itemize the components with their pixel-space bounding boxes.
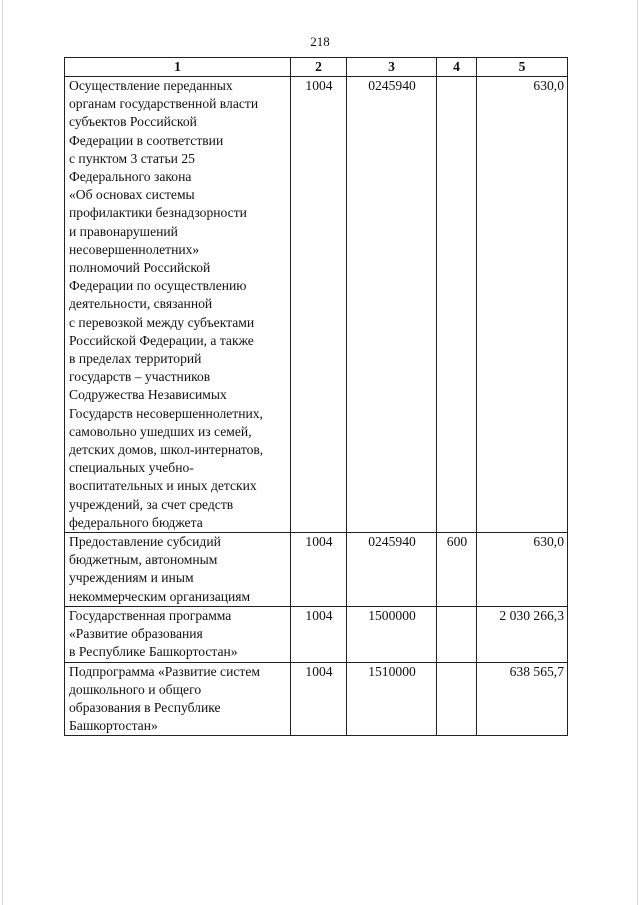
row-name: Осуществление переданных органам государственной власти субъектов Российской Федерации в соответствии с пунктом 3 статьи 25 Федерального закона «Об основах системы профилактики безнадзорности и правонарушений несовершеннолетних» полномочий Российской Федерации по осуществлению деятельности, связанной с перевозкой между субъектами Российской Федерации, а также в пределах территорий государств – участников Содружества Независимых Государств несовершеннолетних, самовольно ушедших из семей, детских домов, школ-интернатов, специальных учебно- воспитательных и иных детских учреждений, за счет средств федерального бюджета [65, 77, 291, 533]
row-name: Подпрограмма «Развитие систем дошкольного и общего образования в Республике Башкортостан» [65, 662, 291, 736]
table-row [65, 77, 568, 533]
column-header-3: 3 [347, 58, 437, 77]
row-target-code: 0245940 [347, 77, 437, 533]
budget-table [64, 57, 568, 736]
row-expense-type: 600 [437, 533, 477, 607]
row-section-code: 1004 [291, 533, 347, 607]
column-header-1: 1 [65, 58, 291, 77]
row-name: Предоставление субсидий бюджетным, автономным учреждениям и иным некоммерческим организациям [65, 533, 291, 607]
table-row [65, 533, 568, 607]
column-header-4: 4 [437, 58, 477, 77]
table-row [65, 606, 568, 662]
row-amount: 630,0 [477, 77, 568, 533]
scan-edge-right [637, 0, 638, 905]
row-amount: 2 030 266,3 [477, 606, 568, 662]
scan-edge-left [2, 0, 3, 905]
row-expense-type [437, 662, 477, 736]
table-header-row [65, 58, 568, 77]
row-name: Государственная программа «Развитие образования в Республике Башкортостан» [65, 606, 291, 662]
row-amount: 630,0 [477, 533, 568, 607]
column-header-5: 5 [477, 58, 568, 77]
row-expense-type [437, 77, 477, 533]
row-expense-type [437, 606, 477, 662]
row-target-code: 0245940 [347, 533, 437, 607]
table-row [65, 662, 568, 736]
row-section-code: 1004 [291, 606, 347, 662]
page-number: 218 [310, 34, 330, 49]
column-header-2: 2 [291, 58, 347, 77]
row-target-code: 1510000 [347, 662, 437, 736]
row-section-code: 1004 [291, 77, 347, 533]
row-target-code: 1500000 [347, 606, 437, 662]
row-section-code: 1004 [291, 662, 347, 736]
row-amount: 638 565,7 [477, 662, 568, 736]
